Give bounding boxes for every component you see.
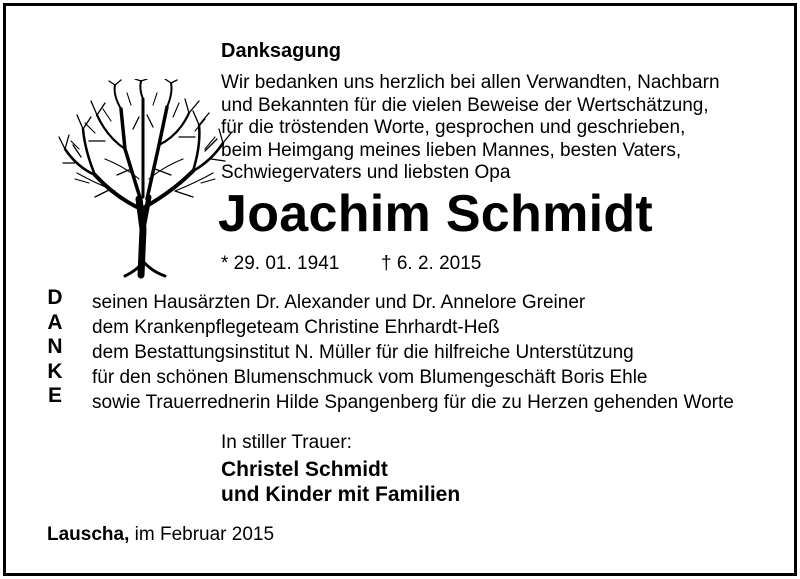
danke-letter: E bbox=[47, 384, 62, 407]
thanks-list bbox=[92, 290, 734, 415]
thanks-line: dem Krankenpflegeteam Christine Ehrhardt-Heß bbox=[92, 317, 500, 338]
thanks-line: seinen Hausärzten Dr. Alexander und Dr. Annelore Greiner bbox=[92, 292, 586, 313]
intro-line: für die tröstenden Worte, gesprochen und geschrieben, bbox=[221, 117, 686, 139]
danke-letter: K bbox=[47, 359, 63, 383]
intro-text bbox=[221, 72, 720, 185]
place-name: Lauscha, bbox=[47, 524, 130, 545]
mourning-label: In stiller Trauer: bbox=[221, 432, 352, 453]
intro-line: Wir bedanken uns herzlich bei allen Verwandten, Nachbarn bbox=[221, 72, 720, 93]
intro-line: beim Heimgang meines lieben Mannes, besten Vaters, bbox=[221, 139, 682, 161]
intro-line: und Bekannten für die vielen Beweise der Wertschätzung, bbox=[221, 94, 709, 116]
place-date bbox=[47, 524, 274, 546]
date-text: im Februar 2015 bbox=[129, 524, 275, 545]
heading-danksagung: Danksagung bbox=[221, 40, 342, 62]
thanks-line: dem Bestattungsinstitut N. Müller für die hilfreiche Unterstützung bbox=[92, 342, 634, 363]
bare-tree-icon bbox=[55, 79, 235, 279]
danke-vertical bbox=[40, 286, 70, 409]
deceased-name: Joachim Schmidt bbox=[218, 185, 654, 243]
danke-letter: N bbox=[47, 335, 63, 358]
birth-date: * 29. 01. 1941 bbox=[221, 253, 340, 274]
thanks-line: sowie Trauerrednerin Hilde Spangenberg für die zu Herzen gehenden Worte bbox=[92, 392, 734, 413]
intro-line: Schwiegervaters und liebsten Opa bbox=[221, 162, 511, 184]
family-signature bbox=[221, 457, 460, 507]
danke-letter: A bbox=[47, 310, 63, 334]
danke-letter: D bbox=[47, 286, 63, 309]
family-line: Christel Schmidt bbox=[221, 458, 388, 481]
thanks-line: für den schönen Blumenschmuck vom Blumengeschäft Boris Ehle bbox=[92, 367, 648, 388]
family-line: und Kinder mit Familien bbox=[221, 483, 461, 506]
death-date: † 6. 2. 2015 bbox=[381, 253, 482, 274]
